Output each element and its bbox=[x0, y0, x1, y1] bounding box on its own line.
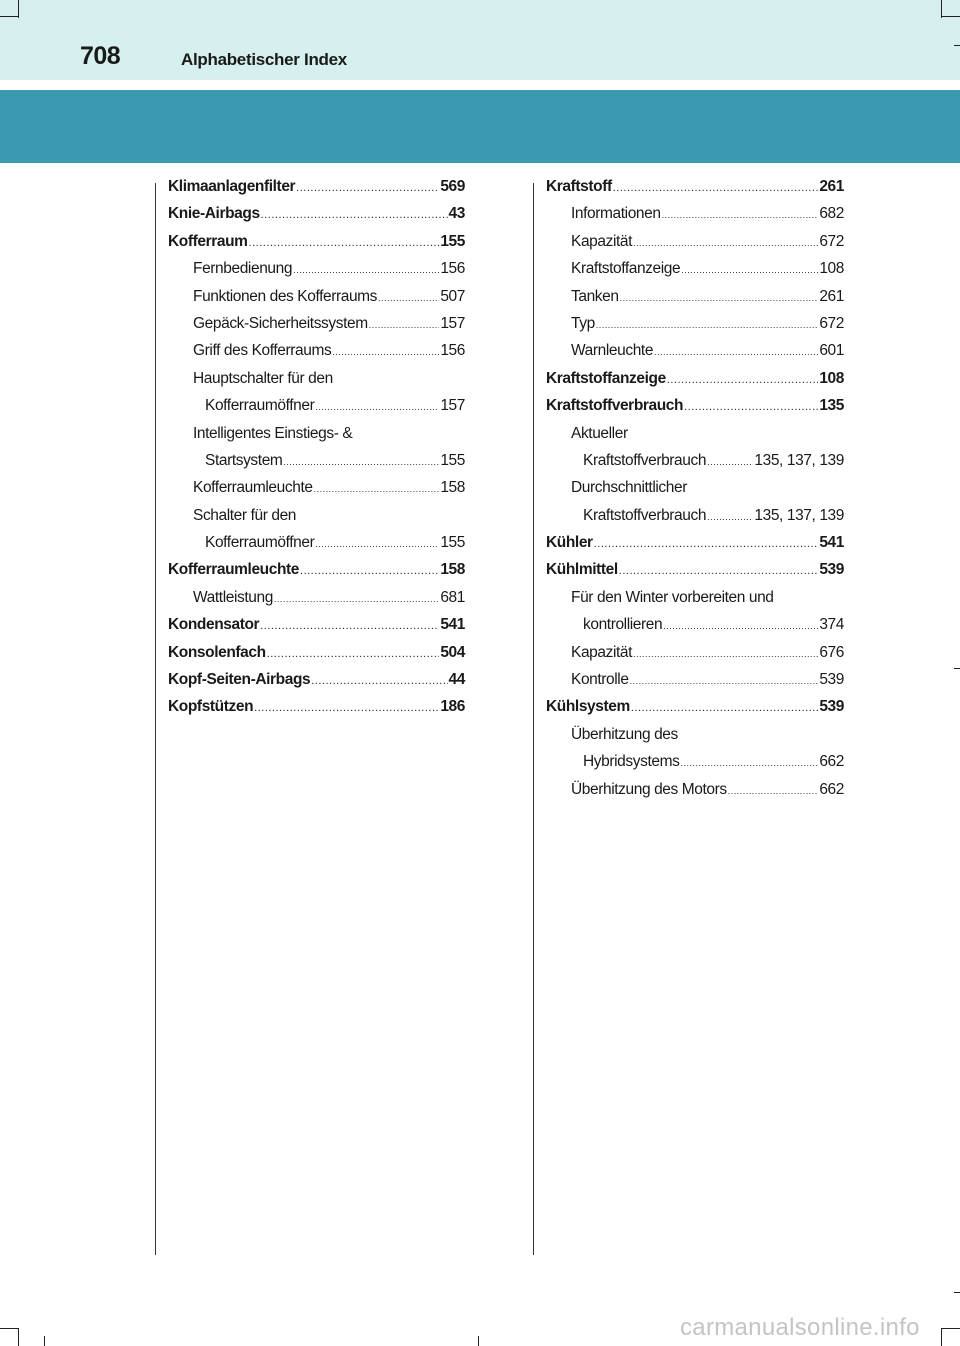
index-entry-label: Kraftstoffverbrauch bbox=[546, 397, 684, 415]
index-entry bbox=[168, 616, 465, 643]
index-entry-page: 681 bbox=[440, 588, 465, 606]
index-entry-page: 541 bbox=[440, 616, 465, 634]
index-entry-page: 186 bbox=[440, 698, 465, 716]
dot-leader bbox=[619, 565, 819, 577]
index-entry-page: 108 bbox=[819, 260, 844, 278]
dot-leader bbox=[620, 293, 819, 303]
index-entry bbox=[546, 260, 844, 287]
dot-leader bbox=[633, 649, 818, 659]
crop-mark bbox=[0, 1328, 18, 1329]
index-entry bbox=[168, 425, 465, 452]
crop-mark bbox=[478, 1336, 479, 1346]
index-entry-label: Kopfstützen bbox=[168, 698, 254, 716]
index-entry-page: 135, 137, 139 bbox=[754, 451, 844, 469]
dot-leader bbox=[667, 374, 819, 386]
index-entry-label: Schalter für den bbox=[193, 506, 297, 524]
index-entry bbox=[168, 698, 465, 725]
index-column-left bbox=[168, 178, 465, 726]
index-entry-page: 156 bbox=[440, 342, 465, 360]
index-entry-page: 155 bbox=[440, 451, 465, 469]
index-entry-label: kontrollieren bbox=[583, 616, 663, 634]
index-entry bbox=[168, 178, 465, 205]
index-entry bbox=[168, 205, 465, 232]
index-entry-page: 541 bbox=[819, 534, 844, 552]
index-entry-label: Kraftstoffanzeige bbox=[571, 260, 681, 278]
index-entry bbox=[546, 315, 844, 342]
dot-leader bbox=[654, 347, 818, 357]
dot-leader bbox=[315, 402, 439, 412]
index-entry-label: Informationen bbox=[571, 205, 661, 223]
index-entry-label: Hybridsystems bbox=[583, 753, 680, 771]
index-entry bbox=[546, 698, 844, 725]
index-entry-label: Hauptschalter für den bbox=[193, 369, 333, 387]
index-entry bbox=[168, 452, 465, 479]
crop-mark bbox=[941, 1328, 942, 1346]
index-entry-label: Kraftstoffverbrauch bbox=[583, 451, 707, 469]
dot-leader bbox=[681, 265, 818, 275]
left-column-rule bbox=[155, 183, 156, 1255]
section-title: Alphabetischer Index bbox=[181, 50, 347, 69]
index-entry-page: 158 bbox=[440, 479, 465, 497]
dot-leader bbox=[283, 457, 439, 467]
index-entry bbox=[546, 616, 844, 643]
dot-leader bbox=[293, 265, 439, 275]
index-entry-page: 672 bbox=[819, 232, 844, 250]
index-entry-label: Überhitzung des bbox=[571, 725, 678, 743]
dot-leader bbox=[594, 538, 819, 550]
index-entry-page: 507 bbox=[440, 287, 465, 305]
index-entry-label: Kapazität bbox=[571, 643, 633, 661]
index-entry bbox=[168, 315, 465, 342]
index-entry bbox=[546, 753, 844, 780]
index-entry-page: 601 bbox=[819, 342, 844, 360]
dot-leader bbox=[596, 320, 819, 330]
index-entry-page: 676 bbox=[819, 643, 844, 661]
index-entry-page: 158 bbox=[440, 561, 465, 579]
index-entry-label: Aktueller bbox=[571, 424, 628, 442]
index-entry-label: Kapazität bbox=[571, 232, 633, 250]
index-entry bbox=[168, 561, 465, 588]
index-entry-page: 374 bbox=[819, 616, 844, 634]
index-entry-label: Kofferraumöffner bbox=[205, 534, 315, 552]
index-entry bbox=[546, 644, 844, 671]
index-entry-page: 261 bbox=[819, 287, 844, 305]
crop-mark bbox=[942, 16, 960, 17]
index-entry-page: 672 bbox=[819, 314, 844, 332]
index-entry-label: Kühler bbox=[546, 534, 593, 552]
index-column-right bbox=[546, 178, 844, 808]
index-entry-label: Für den Winter vorbereiten und bbox=[571, 588, 774, 606]
dot-leader bbox=[332, 347, 439, 357]
index-entry-label: Tanken bbox=[571, 287, 619, 305]
watermark: carmanualsonline.info bbox=[680, 1314, 920, 1341]
index-entry-label: Kraftstoff bbox=[546, 178, 612, 195]
dot-leader bbox=[728, 786, 819, 796]
index-entry-label: Überhitzung des Motors bbox=[571, 780, 727, 798]
crop-mark bbox=[18, 1328, 19, 1346]
index-entry-page: 539 bbox=[819, 698, 844, 716]
dot-leader bbox=[630, 676, 819, 686]
index-entry bbox=[168, 397, 465, 424]
index-entry bbox=[168, 671, 465, 698]
crop-mark bbox=[941, 0, 942, 18]
index-entry bbox=[168, 260, 465, 287]
index-entry-page: 43 bbox=[448, 205, 465, 223]
index-entry-label: Typ bbox=[571, 314, 595, 332]
index-entry-page: 155 bbox=[440, 534, 465, 552]
dot-leader bbox=[631, 702, 818, 714]
dot-leader bbox=[663, 621, 818, 631]
index-entry-page: 539 bbox=[819, 561, 844, 579]
index-entry-page: 44 bbox=[448, 671, 465, 689]
index-entry-label: Klimaanlagenfilter bbox=[168, 178, 296, 195]
dot-leader bbox=[300, 565, 439, 577]
index-entry bbox=[546, 397, 844, 424]
index-entry bbox=[546, 479, 844, 506]
index-entry-label: Gepäck-Sicherheitssystem bbox=[193, 314, 368, 332]
index-entry-label: Fernbedienung bbox=[193, 260, 293, 278]
index-entry bbox=[546, 781, 844, 808]
index-entry-label: Konsolenfach bbox=[168, 643, 266, 661]
index-entry-label: Kühlmittel bbox=[546, 561, 618, 579]
index-entry-label: Kraftstoffverbrauch bbox=[583, 506, 707, 524]
index-entry-label: Kofferraumleuchte bbox=[168, 561, 300, 579]
dot-leader bbox=[378, 293, 439, 303]
header-band bbox=[0, 0, 960, 80]
index-entry-label: Kraftstoffanzeige bbox=[546, 369, 666, 387]
index-entry bbox=[168, 479, 465, 506]
index-entry-label: Kopf-Seiten-Airbags bbox=[168, 671, 311, 689]
index-entry-label: Intelligentes Einstiegs- & bbox=[193, 424, 353, 442]
dot-leader bbox=[680, 758, 818, 768]
dot-leader bbox=[684, 401, 818, 413]
crop-mark bbox=[954, 668, 960, 669]
index-entry-label: Kofferraum bbox=[168, 232, 248, 250]
index-entry bbox=[546, 589, 844, 616]
index-entry-page: 539 bbox=[819, 671, 844, 689]
index-entry-page: 108 bbox=[819, 369, 844, 387]
index-entry-page: 504 bbox=[440, 643, 465, 661]
index-entry-label: Kondensator bbox=[168, 616, 260, 634]
crop-mark bbox=[954, 1292, 960, 1293]
dot-leader bbox=[311, 675, 447, 687]
dot-leader bbox=[707, 512, 753, 522]
index-entry-label: Durchschnittlicher bbox=[571, 479, 687, 497]
index-entry bbox=[546, 425, 844, 452]
dot-leader bbox=[707, 457, 753, 467]
index-entry-page: 135, 137, 139 bbox=[754, 506, 844, 524]
index-entry bbox=[546, 370, 844, 397]
index-entry bbox=[168, 589, 465, 616]
index-entry-page: 157 bbox=[440, 397, 465, 415]
dot-leader bbox=[315, 539, 439, 549]
index-entry-page: 662 bbox=[819, 753, 844, 771]
dot-leader bbox=[261, 209, 448, 221]
crop-mark bbox=[18, 0, 19, 18]
index-entry-page: 682 bbox=[819, 205, 844, 223]
index-entry-label: Knie-Airbags bbox=[168, 205, 260, 223]
dot-leader bbox=[296, 182, 439, 194]
index-entry bbox=[546, 205, 844, 232]
index-entry-page: 662 bbox=[819, 780, 844, 798]
dot-leader bbox=[369, 320, 440, 330]
index-entry bbox=[546, 288, 844, 315]
index-entry bbox=[546, 452, 844, 479]
index-entry bbox=[168, 534, 465, 561]
dot-leader bbox=[267, 648, 440, 660]
index-entry bbox=[168, 644, 465, 671]
index-entry bbox=[168, 370, 465, 397]
index-entry-page: 155 bbox=[440, 232, 465, 250]
index-entry-page: 569 bbox=[440, 178, 465, 195]
index-entry bbox=[546, 507, 844, 534]
index-entry-label: Griff des Kofferraums bbox=[193, 342, 332, 360]
dot-leader bbox=[249, 237, 440, 249]
dot-leader bbox=[662, 210, 819, 220]
index-entry bbox=[546, 671, 844, 698]
title-bar bbox=[0, 90, 960, 163]
index-entry bbox=[546, 561, 844, 588]
dot-leader bbox=[260, 620, 439, 632]
dot-leader bbox=[254, 702, 439, 714]
crop-mark bbox=[942, 1328, 960, 1329]
index-entry bbox=[546, 342, 844, 369]
dot-leader bbox=[314, 484, 440, 494]
page-number: 708 bbox=[80, 42, 121, 70]
index-entry-label: Wattleistung bbox=[193, 588, 273, 606]
crop-mark bbox=[0, 16, 18, 17]
index-entry-label: Startsystem bbox=[205, 451, 283, 469]
index-entry-label: Kontrolle bbox=[571, 671, 629, 689]
index-entry-label: Warnleuchte bbox=[571, 342, 654, 360]
dot-leader bbox=[274, 594, 439, 604]
index-entry-label: Kofferraumöffner bbox=[205, 397, 315, 415]
index-entry-page: 156 bbox=[440, 260, 465, 278]
index-entry-page: 157 bbox=[440, 314, 465, 332]
right-column-rule bbox=[533, 183, 534, 1255]
index-entry bbox=[546, 178, 844, 205]
index-entry-label: Kofferraumleuchte bbox=[193, 479, 313, 497]
index-entry bbox=[546, 233, 844, 260]
dot-leader bbox=[613, 182, 819, 194]
crop-mark bbox=[954, 45, 960, 46]
index-entry bbox=[546, 726, 844, 753]
index-entry-label: Funktionen des Kofferraums bbox=[193, 287, 378, 305]
index-entry-label: Kühlsystem bbox=[546, 698, 630, 716]
index-entry bbox=[168, 507, 465, 534]
index-entry-page: 261 bbox=[819, 178, 844, 195]
index-entry bbox=[168, 342, 465, 369]
index-entry-page: 135 bbox=[819, 397, 844, 415]
index-entry bbox=[168, 288, 465, 315]
dot-leader bbox=[633, 238, 818, 248]
index-entry bbox=[546, 534, 844, 561]
crop-mark bbox=[44, 1336, 45, 1346]
index-entry bbox=[168, 233, 465, 260]
